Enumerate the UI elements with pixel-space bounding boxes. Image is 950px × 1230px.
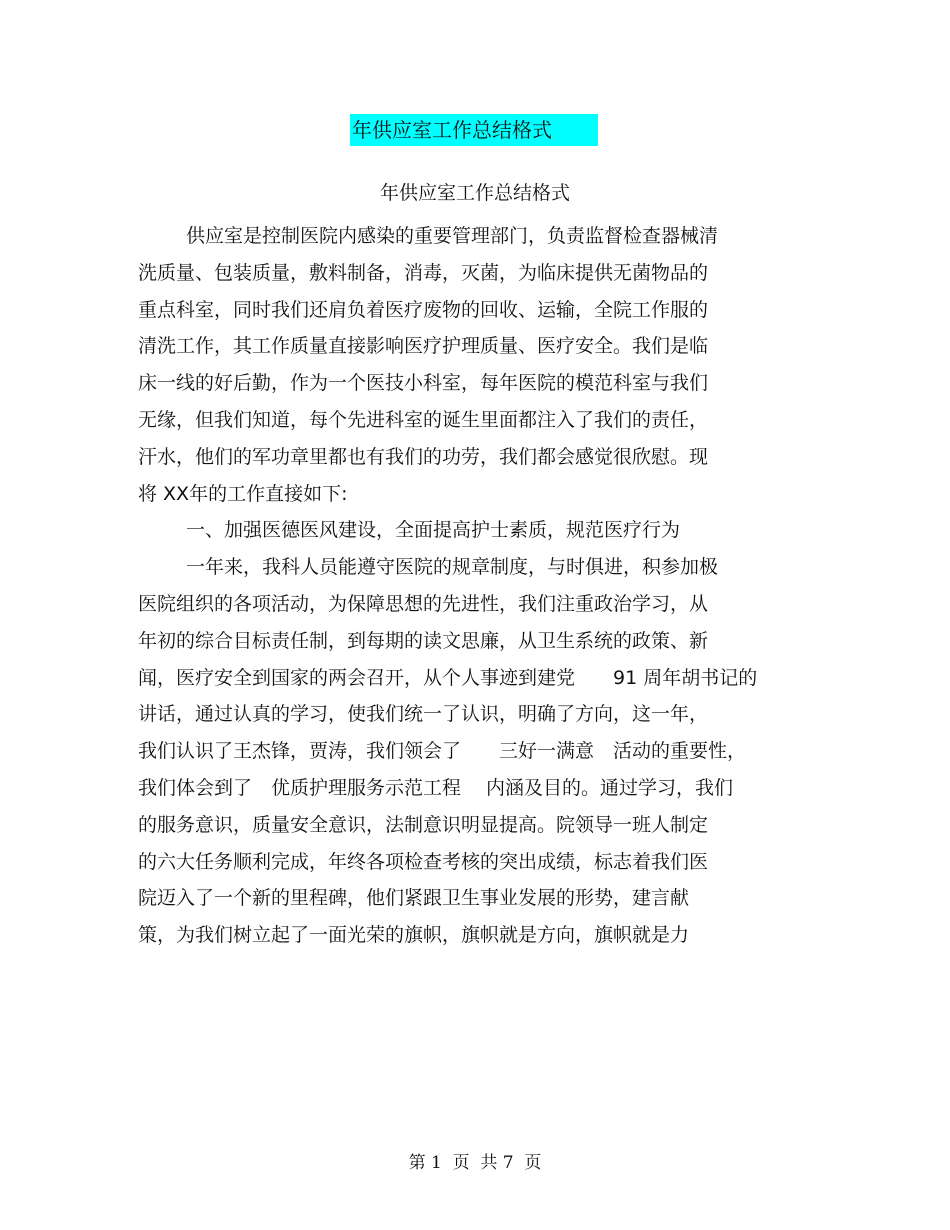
body-line: 床一线的好后勤，作为一个医技小科室，每年医院的模范科室与我们 xyxy=(138,372,709,395)
body-line: 汗水，他们的军功章里都也有我们的功劳，我们都会感觉很欣慰。现 xyxy=(138,445,709,468)
body-line: 医院组织的各项活动，为保障思想的先进性，我们注重政治学习，从 xyxy=(138,592,709,615)
body-line: 一年来，我科人员能遵守医院的规章制度，与时俱进，积参加极 xyxy=(186,556,719,579)
body-line: 我们认识了王杰锋，贾涛，我们领会了 三好一满意 活动的重要性， xyxy=(138,740,747,763)
body-line: 清洗工作，其工作质量直接影响医疗护理质量、医疗安全。我们是临 xyxy=(138,335,709,358)
body-line: 将 XX年的工作直接如下: xyxy=(138,482,348,505)
body-line: 洗质量、包装质量，敷料制备，消毒，灭菌，为临床提供无菌物品的 xyxy=(138,261,709,284)
body-line: 无缘，但我们知道，每个先进科室的诞生里面都注入了我们的责任， xyxy=(138,408,709,431)
document-body xyxy=(138,218,818,954)
page-footer: 第 1 页 共 7 页 xyxy=(408,1153,542,1173)
body-line: 闻，医疗安全到国家的两会召开，从个人事迹到建党 91 周年胡书记的 xyxy=(138,666,758,689)
body-line: 重点科室，同时我们还肩负着医疗废物的回收、运输，全院工作服的 xyxy=(138,298,709,321)
body-line: 一、加强医德医风建设，全面提高护士素质，规范医疗行为 xyxy=(186,519,681,542)
document-title: 年供应室工作总结格式 xyxy=(350,114,598,146)
body-line: 的服务意识，质量安全意识，法制意识明显提高。院领导一班人制定 xyxy=(138,813,709,836)
body-line: 的六大任务顺利完成，年终各项检查考核的突出成绩，标志着我们医 xyxy=(138,850,709,873)
body-line: 我们体会到了 优质护理服务示范工程 内涵及目的。通过学习，我们 xyxy=(138,776,734,799)
document-subtitle: 年供应室工作总结格式 xyxy=(379,182,570,204)
body-line: 讲话，通过认真的学习，使我们统一了认识，明确了方向，这一年， xyxy=(138,703,709,726)
body-line: 院迈入了一个新的里程碑，他们紧跟卫生事业发展的形势，建言献 xyxy=(138,887,690,910)
body-line: 策，为我们树立起了一面光荣的旗帜，旗帜就是方向，旗帜就是力 xyxy=(138,924,690,947)
body-line: 供应室是控制医院内感染的重要管理部门，负责监督检查器械清 xyxy=(186,225,719,247)
body-line: 年初的综合目标责任制，到每期的读文思廉，从卫生系统的政策、新 xyxy=(138,629,709,652)
